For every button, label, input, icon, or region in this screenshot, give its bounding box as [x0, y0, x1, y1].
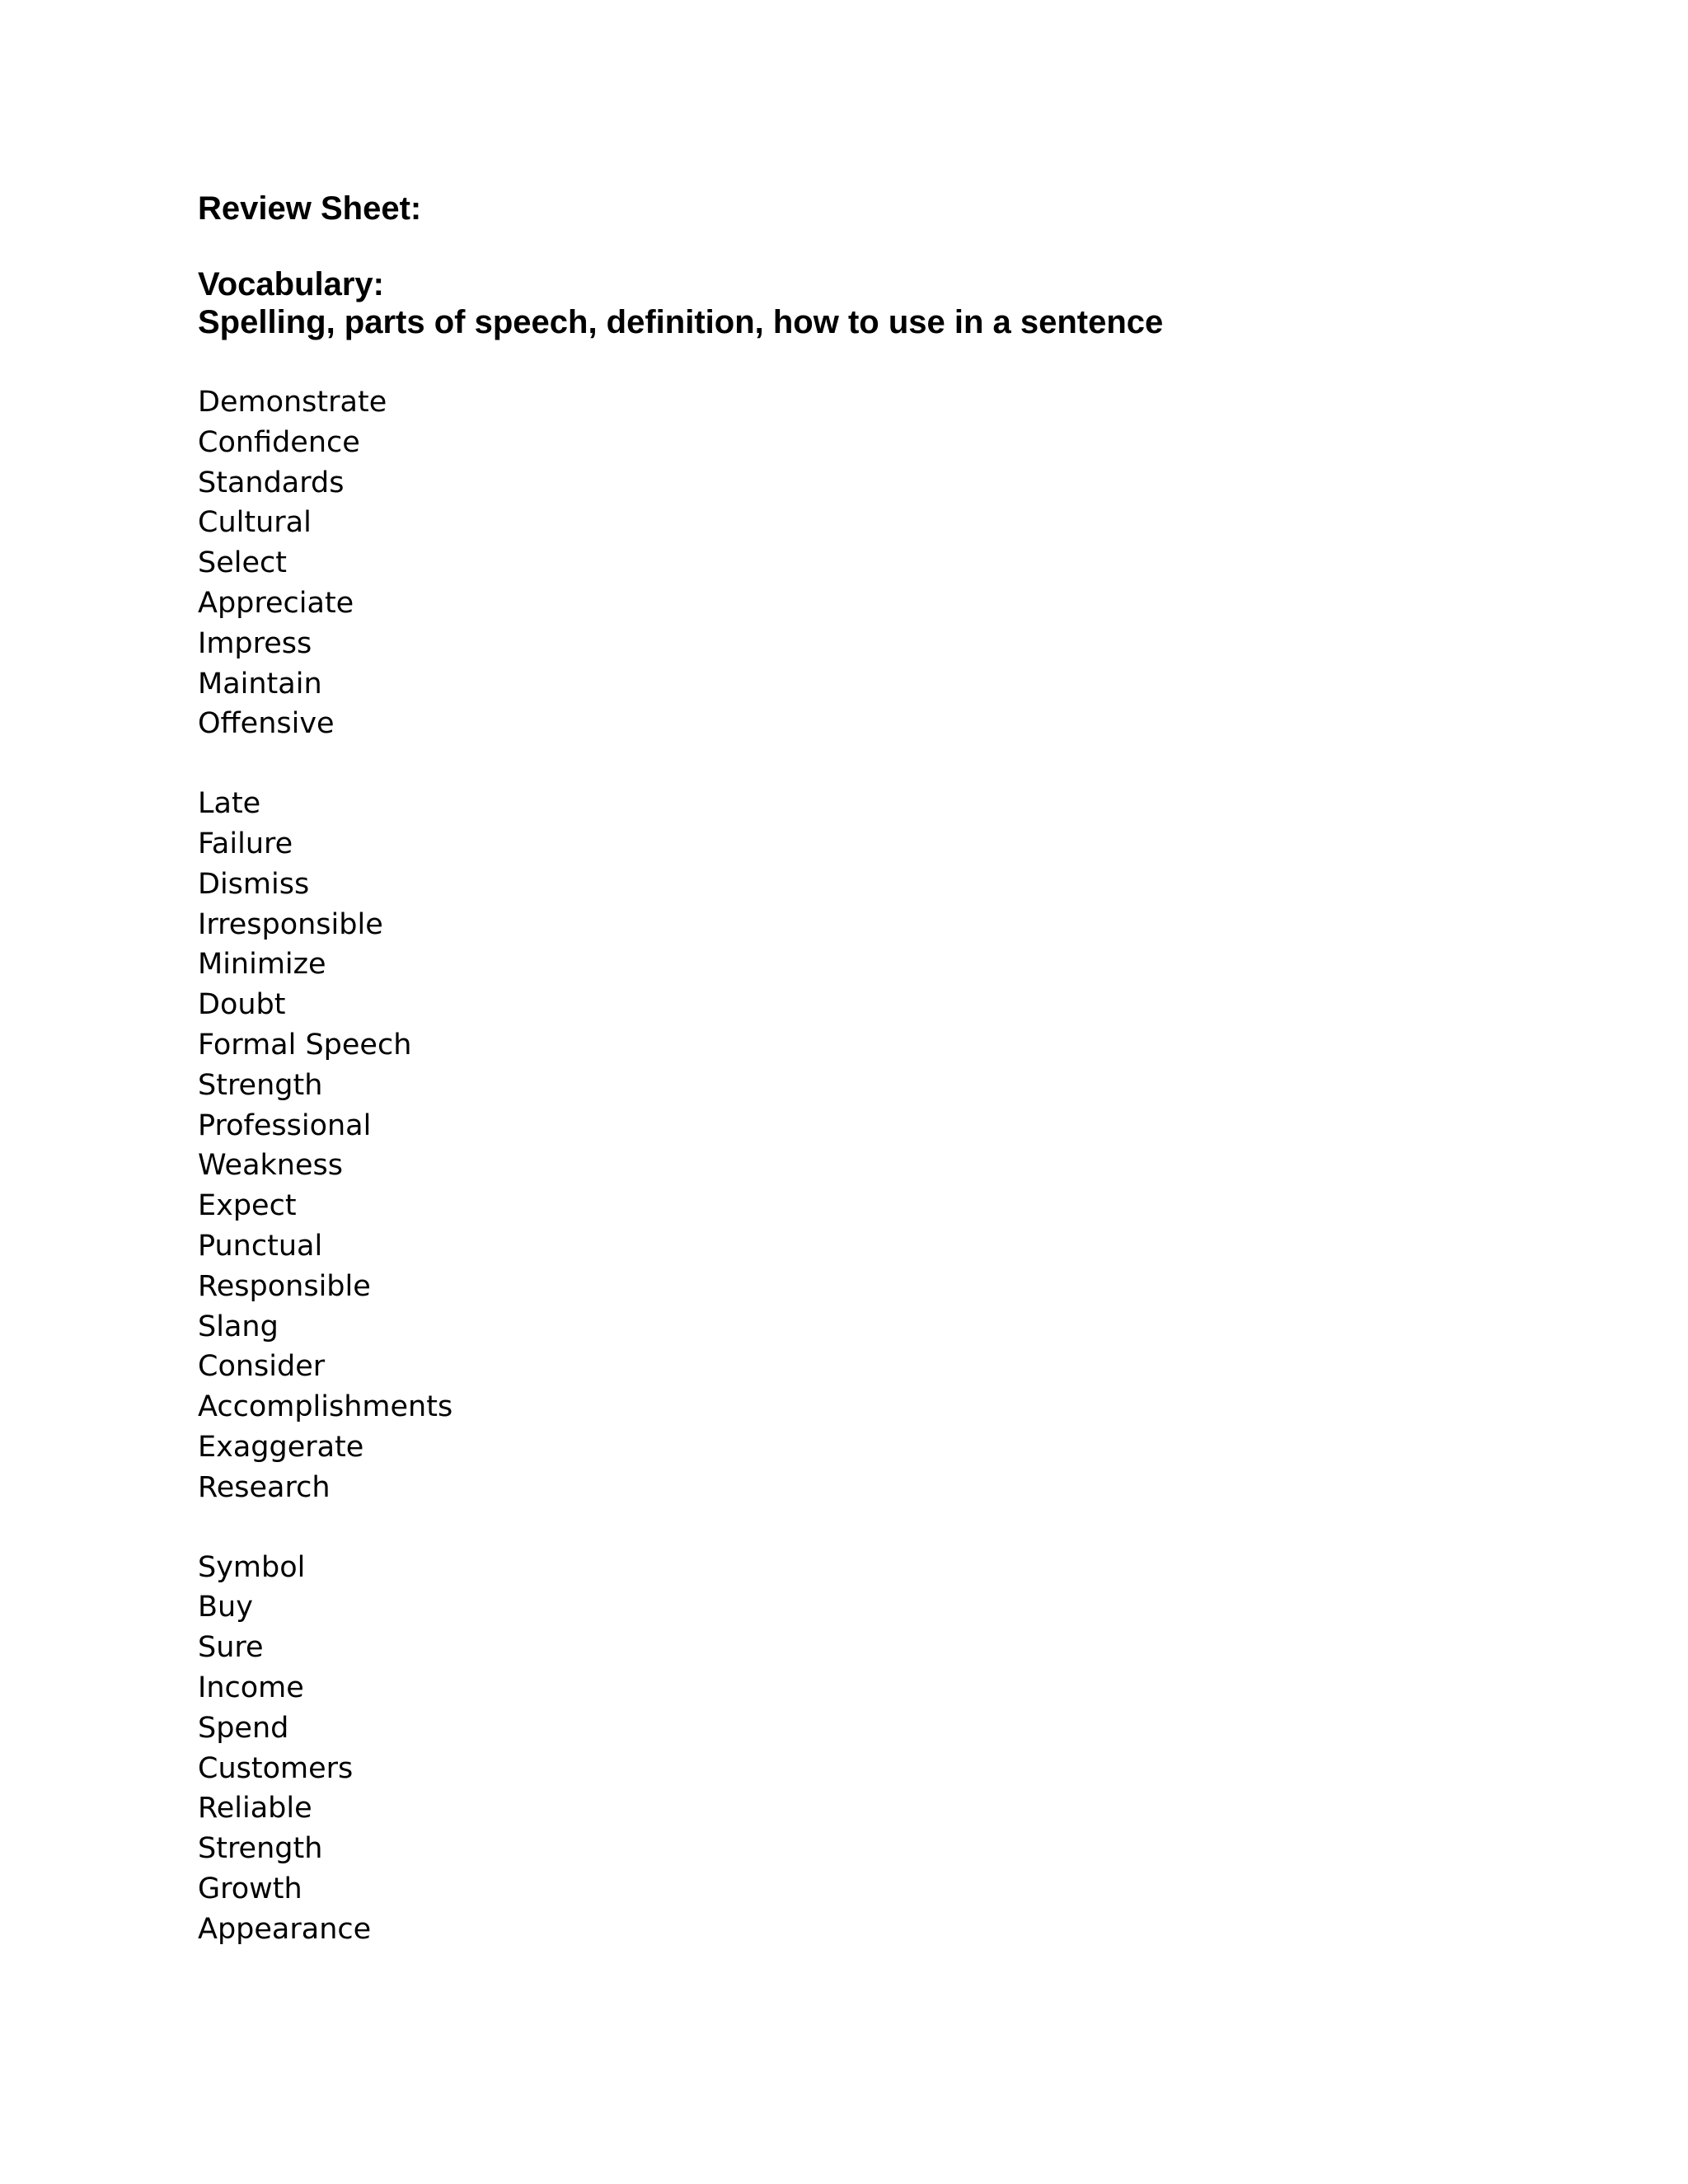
- vocabulary-word: Responsible: [198, 1269, 371, 1303]
- vocabulary-word: Slang: [198, 1310, 279, 1343]
- vocabulary-word: Growth: [198, 1872, 302, 1905]
- vocabulary-word: Spend: [198, 1711, 289, 1745]
- vocabulary-word: Expect: [198, 1189, 297, 1223]
- vocabulary-word: Symbol: [198, 1550, 306, 1584]
- vocabulary-word: Research: [198, 1470, 331, 1504]
- vocabulary-word: Weakness: [198, 1149, 343, 1183]
- vocabulary-word: Exaggerate: [198, 1430, 364, 1464]
- word-group: [198, 1548, 1484, 1950]
- vocabulary-word: Appearance: [198, 1912, 372, 1946]
- vocabulary-word: Standards: [198, 466, 345, 499]
- vocabulary-word: Offensive: [198, 707, 335, 741]
- vocabulary-word: Strength: [198, 1832, 323, 1866]
- vocabulary-word: Impress: [198, 626, 312, 660]
- vocabulary-header: [198, 265, 1484, 341]
- vocabulary-word: Select: [198, 546, 287, 580]
- vocabulary-word: Consider: [198, 1350, 326, 1384]
- vocabulary-word: Appreciate: [198, 586, 354, 620]
- vocabulary-word-groups: [198, 382, 1484, 1949]
- word-group: [198, 784, 1484, 1507]
- vocabulary-word: Strength: [198, 1068, 323, 1102]
- instructions-heading: Spelling, parts of speech, definition, how to use in a sentence: [198, 304, 1164, 340]
- vocabulary-word: Reliable: [198, 1792, 312, 1825]
- word-group: [198, 382, 1484, 744]
- vocabulary-word: Confidence: [198, 425, 360, 459]
- vocabulary-word: Cultural: [198, 506, 312, 540]
- vocabulary-word: Buy: [198, 1591, 253, 1624]
- page-title: Review Sheet:: [198, 190, 422, 227]
- review-sheet-content: [198, 190, 1484, 1989]
- vocabulary-word: Demonstrate: [198, 386, 387, 419]
- vocabulary-word: Sure: [198, 1631, 264, 1665]
- section-heading: Vocabulary:: [198, 266, 384, 302]
- vocabulary-word: Punctual: [198, 1229, 323, 1263]
- vocabulary-word: Minimize: [198, 948, 326, 982]
- vocabulary-word: Late: [198, 787, 261, 821]
- vocabulary-word: Dismiss: [198, 867, 310, 901]
- vocabulary-word: Accomplishments: [198, 1390, 453, 1424]
- vocabulary-word: Formal Speech: [198, 1028, 412, 1062]
- vocabulary-word: Doubt: [198, 988, 286, 1022]
- vocabulary-word: Income: [198, 1671, 304, 1704]
- vocabulary-word: Maintain: [198, 667, 322, 701]
- vocabulary-word: Failure: [198, 827, 293, 860]
- vocabulary-word: Customers: [198, 1751, 354, 1785]
- vocabulary-word: Professional: [198, 1108, 372, 1142]
- vocabulary-word: Irresponsible: [198, 907, 383, 941]
